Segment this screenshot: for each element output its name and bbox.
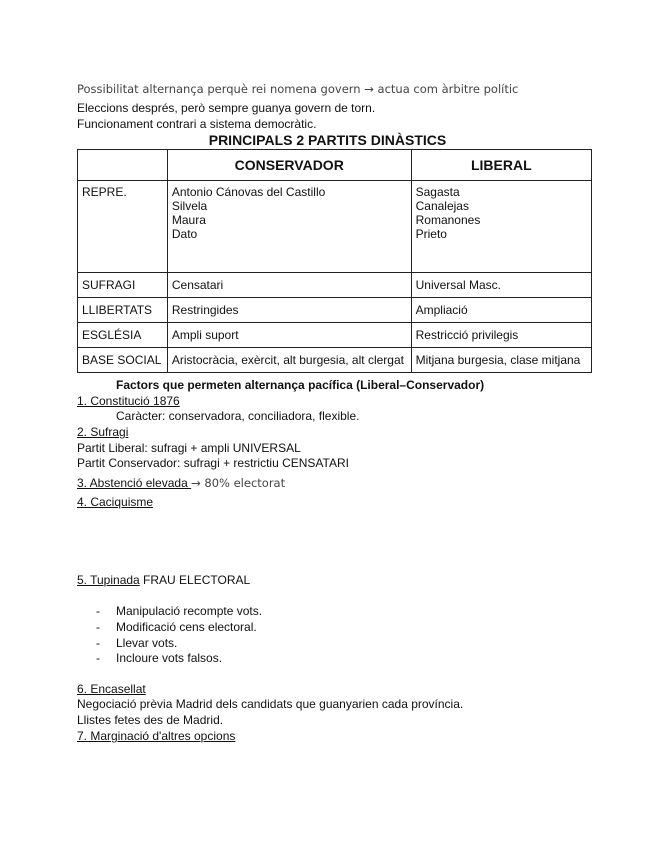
liberal-cell: Mitjana burgesia, clase mitjana — [411, 348, 591, 373]
factor-4-title — [77, 495, 153, 509]
factor-4-title-text: 4. Caciquisme — [77, 495, 154, 509]
bullet-marker: - — [96, 651, 100, 665]
factor-5-rest: FRAU ELECTORAL — [139, 573, 251, 587]
table-title: PRINCIPALS 2 PARTITS DINÀSTICS — [208, 132, 447, 148]
factor-1-title-text: 1. Constitució 1876 — [77, 394, 180, 408]
intro-line-2: Eleccions després, però sempre guanya govern de torn. — [77, 101, 376, 115]
table-header-conservador: CONSERVADOR — [167, 150, 411, 181]
table-row — [78, 181, 592, 273]
conservador-cell — [167, 181, 411, 273]
factor-3 — [77, 476, 285, 490]
list-item-text: Llevar vots. — [116, 636, 178, 650]
factor-6-title — [77, 682, 146, 696]
factor-1-detail: Caràcter: conservadora, conciliadora, flexible. — [116, 409, 360, 423]
factor-6-line-2: Llistes fetes des de Madrid. — [77, 713, 224, 727]
factor-6-line-1: Negociació prèvia Madrid dels candidats que guanyarien cada província. — [77, 697, 464, 711]
factor-1-title — [77, 394, 180, 408]
factor-2-line-1: Partit Liberal: sufragi + ampli UNIVERSAL — [77, 441, 301, 455]
cell-line: Antonio Cánovas del Castillo — [171, 185, 326, 199]
conservador-cell: Ampli suport — [167, 323, 411, 348]
row-label: REPRE. — [78, 181, 168, 273]
table-row — [78, 323, 592, 348]
factor-3-title: 3. Abstenció elevada — [77, 476, 192, 490]
table-header-empty — [78, 150, 168, 181]
factor-2-title-text: 2. Sufragi — [77, 425, 129, 439]
factor-5-title: 5. Tupinada — [77, 573, 140, 587]
bullet-marker: - — [96, 620, 100, 634]
liberal-cell: Universal Masc. — [411, 273, 591, 298]
intro-line-1: Possibilitat alternança perquè rei nomena govern → actua com àrbitre polític — [77, 82, 519, 96]
row-label: BASE SOCIAL — [78, 348, 168, 373]
row-label: ESGLÉSIA — [78, 323, 168, 348]
cell-line: Prieto — [415, 227, 447, 241]
conservador-cell: Aristocràcia, exèrcit, alt burgesia, alt clergat — [167, 348, 411, 373]
factor-2-title — [77, 425, 128, 439]
factor-7-title — [77, 729, 235, 743]
cell-line: Maura — [171, 213, 206, 227]
conservador-cell: Restringides — [167, 298, 411, 323]
row-label: LLIBERTATS — [78, 298, 168, 323]
factor-3-rest: → 80% electorat — [191, 476, 286, 490]
table-row — [78, 348, 592, 373]
liberal-cell — [411, 181, 591, 273]
factors-heading: Factors que permeten alternança pacífica (Liberal–Conservador) — [116, 378, 485, 392]
factor-5 — [77, 573, 250, 587]
bullet-marker: - — [96, 604, 100, 618]
cell-line: Silvela — [171, 199, 208, 213]
cell-line: Canalejas — [415, 199, 469, 213]
row-label: SUFRAGI — [78, 273, 168, 298]
intro-line-3: Funcionament contrari a sistema democràtic. — [77, 117, 317, 131]
factor-2-line-2: Partit Conservador: sufragi + restrictiu CENSATARI — [77, 456, 349, 470]
list-item-text: Modificació cens electoral. — [116, 620, 257, 634]
cell-line: Romanones — [415, 213, 481, 227]
conservador-cell: Censatari — [167, 273, 411, 298]
liberal-cell: Restricció privilegis — [411, 323, 591, 348]
list-item-text: Incloure vots falsos. — [116, 651, 223, 665]
list-item-text: Manipulació recompte vots. — [116, 604, 263, 618]
parties-table — [77, 149, 592, 373]
table-header-liberal: LIBERAL — [411, 150, 591, 181]
bullet-marker: - — [96, 636, 100, 650]
cell-line: Dato — [171, 227, 198, 241]
factor-7-title-text: 7. Marginació d'altres opcions — [77, 729, 236, 743]
factor-6-title-text: 6. Encasellat — [77, 682, 146, 696]
liberal-cell: Ampliació — [411, 298, 591, 323]
table-row — [78, 273, 592, 298]
table-row — [78, 298, 592, 323]
cell-line: Sagasta — [415, 185, 460, 199]
table-header-row — [78, 150, 592, 181]
